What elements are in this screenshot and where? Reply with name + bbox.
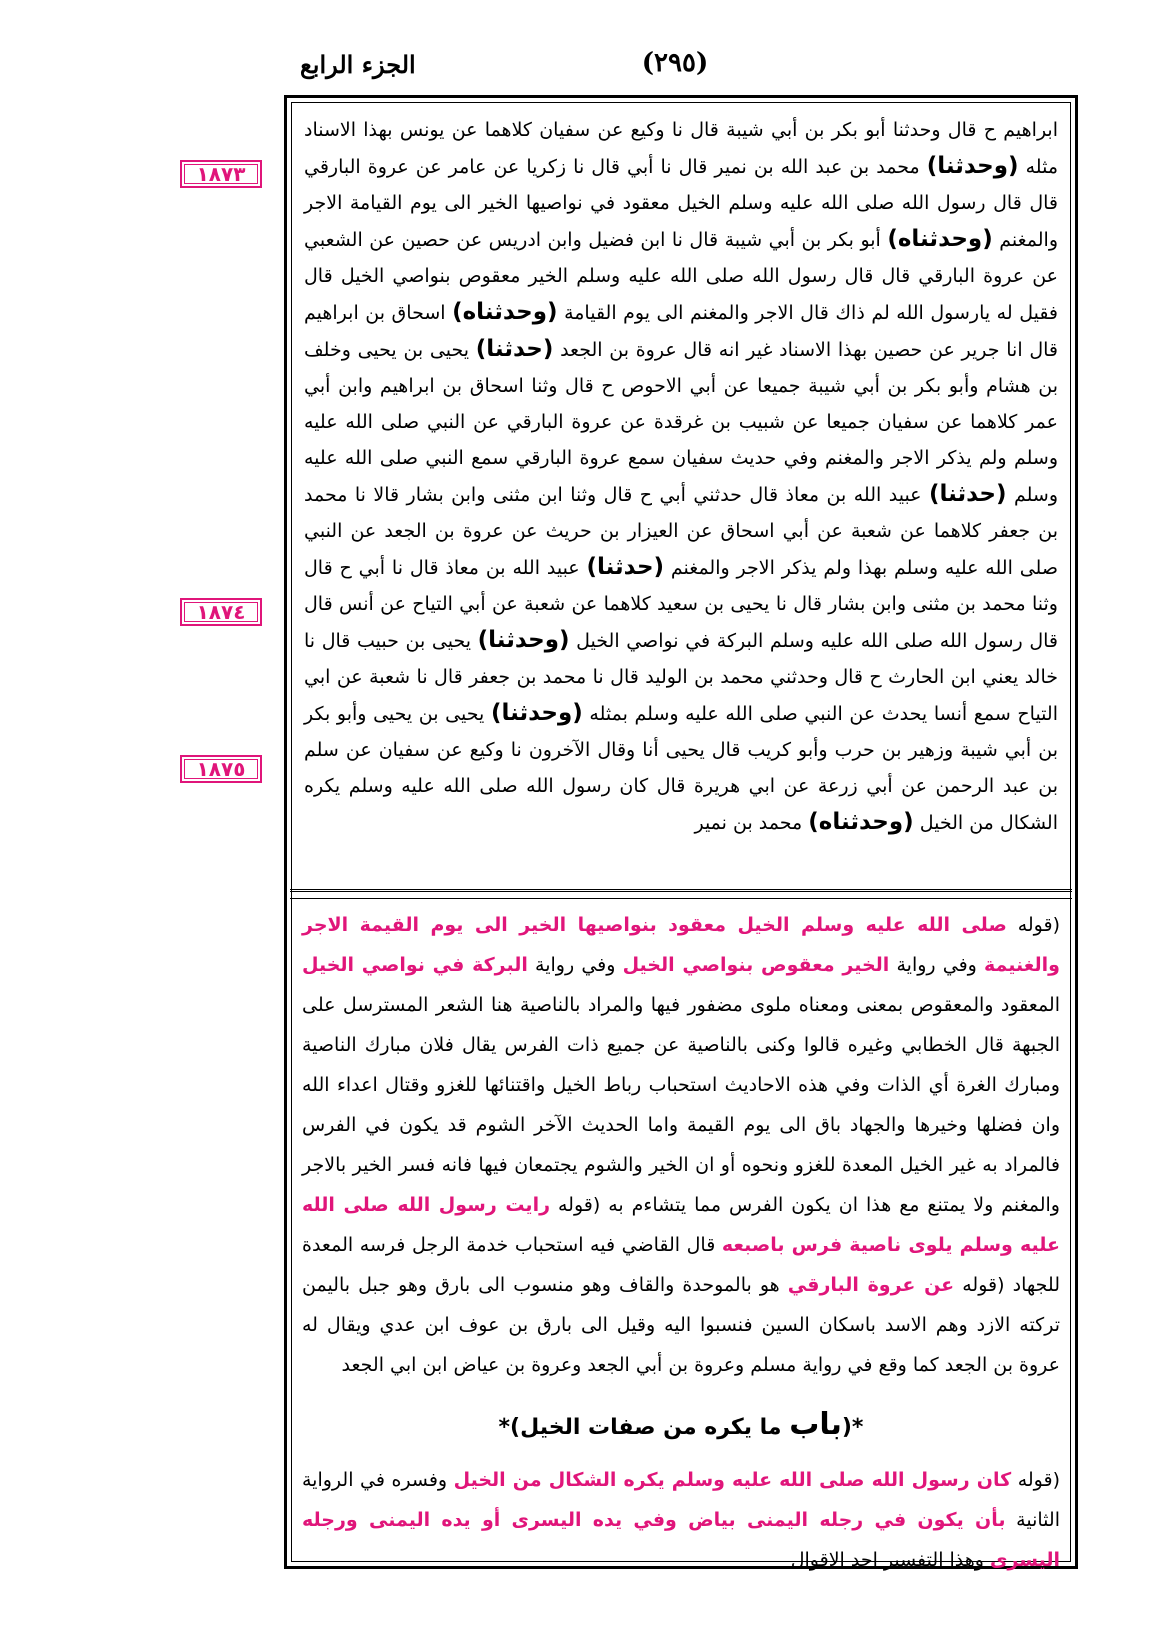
narration-marker: (وحدثنا): [926, 153, 1019, 179]
narration-marker: (وحدثنا): [477, 627, 570, 653]
hadith-number-badge: ١٨٧٥: [180, 755, 262, 783]
text-segment: (قوله: [962, 1274, 1005, 1296]
text-segment: اسحاق بن ابراهيم قال انا جرير عن حصين بهذا الاسناد غير انه قال عروة بن الجعد: [304, 302, 1059, 361]
quoted-phrase: صلى الله عليه وسلم الخيل معقود بنواصيها الخير الى يوم القيمة الاجر والغنيمة: [302, 914, 1060, 976]
text-segment: يحيى بن يحيى وخلف بن هشام وأبو بكر بن أبي شيبة جميعا عن أبي الاحوص ح قال وثنا اسحاق بن ابراهيم وابن أبي عمر كلاهما عن سفيان جميعا عن شبيب بن غرقدة عن عروة البارقي عن النبي صلى الله عليه وسلم ولم يذكر الاجر والمغنم وفي حديث سفيان سمع عروة البارقي سمع النبي صلى الله عليه وسلم: [304, 339, 1058, 506]
chapter-heading-word: باب: [789, 1407, 842, 1442]
quoted-phrase: البركة في نواصي الخيل: [302, 954, 528, 976]
hadith-text-panel: [290, 102, 1072, 892]
hadith-text: [304, 112, 1058, 841]
text-segment: وفي رواية: [535, 954, 616, 976]
narration-marker: (وحدثناه): [452, 299, 558, 325]
quoted-phrase: الخير معقوص بنواصي الخيل: [622, 954, 890, 976]
text-segment: ابراهيم ح قال وحدثنا أبو بكر بن أبي شيبة قال نا وكيع عن سفيان كلاهما عن يونس بهذا الاسناد مثله: [304, 119, 1058, 178]
hadith-number-badge: ١٨٧٣: [180, 160, 262, 188]
text-segment: وفسره في الرواية الثانية: [302, 1469, 1060, 1531]
text-segment: وفي رواية: [896, 954, 977, 976]
text-segment: (قوله: [557, 1194, 601, 1216]
hadith-number-badge: ١٨٧٤: [180, 598, 262, 626]
narration-marker: (وحدثنا): [490, 700, 583, 726]
text-segment: المعقود والمعقوص بمعنى ومعناه ملوى مضفور فيها والمراد بالناصية هنا الشعر المسترسل على الجبهة قال الخطابي وغيره قالوا وكنى بالناصية عن جميع ذات الفرس يقال فلان مبارك الناصية ومبارك الغرة أي الذات وفي هذه الاحاديث استحباب رباط الخيل واقتنائها للغزو وقتال اعداء الله وان فضلها وخيرها والجهاد باق الى يوم القيمة واما الحديث الآخر الشوم قد يكون في الفرس فالمراد به غير الخيل المعدة للغزو ونحوه أو ان الخير والشوم يجتمعان فيها فانه فسر الخير بالاجر والمغنم ولا يمتنع مع هذا ان يكون الفرس مما يتشاءم به: [302, 994, 1060, 1216]
text-segment: أبو بكر بن أبي شيبة قال نا ابن فضيل وابن ادريس عن حصين عن الشعبي عن عروة البارقي قال قال رسول الله صلى الله عليه وسلم الخير معقوص بنواصي الخيل قال فقيل له يارسول الله لم ذاك قال الاجر والمغنم الى يوم القيامة: [304, 229, 1059, 324]
commentary-text: [302, 905, 1060, 1385]
text-segment: هو بالموحدة والقاف وهو منسوب الى بارق وهو جبل باليمن تركته الازد وهم الاسد باسكان السين فنسبوا اليه وقيل الى بارق بن عوف ابن عدي ويقال له عروة بن الجعد كما وقع في رواية مسلم وعروة بن أبي الجعد وعروة بن عياض ابن ابي الجعد: [302, 1274, 1060, 1376]
text-segment: وهذا التفسير احد الاقوال: [790, 1549, 984, 1571]
text-segment: يحيى بن حبيب قال نا خالد يعني ابن الحارث ح قال وحدثني محمد بن الوليد قال نا محمد بن جعفر قال نا شعبة عن ابي التياح سمع أنسا يحدث عن النبي صلى الله عليه وسلم بمثله: [304, 630, 1058, 725]
commentary-text: [302, 1460, 1060, 1580]
text-segment: قال القاضي فيه استحباب خدمة الرجل فرسه المعدة للجهاد: [302, 1234, 1060, 1296]
chapter-heading: [302, 1407, 1060, 1442]
narration-marker: (حدثنا): [586, 554, 665, 580]
narration-marker: (حدثنا): [475, 336, 554, 362]
quoted-phrase: كان رسول الله صلى الله عليه وسلم يكره الشكال من الخيل: [453, 1469, 1012, 1491]
volume-label: الجزء الرابع: [300, 50, 416, 79]
text-segment: محمد بن نمير: [694, 812, 803, 834]
narration-marker: (وحدثناه): [887, 226, 993, 252]
quoted-phrase: عن عروة البارقي: [787, 1274, 955, 1296]
quoted-phrase: رايت رسول الله صلى الله عليه وسلم يلوى ناصية فرس باصبعه: [302, 1194, 1060, 1256]
chapter-heading-title: ما يكره من صفات الخيل)*: [498, 1415, 782, 1440]
narration-marker: (وحدثناه): [808, 809, 914, 835]
text-segment: محمد بن عبد الله بن نمير قال نا أبي قال نا زكريا عن عامر عن عروة البارقي قال قال رسول الله صلى الله عليه وسلم الخيل معقود في نواصيها الخير الى يوم القيامة الاجر والمغنم: [304, 156, 1058, 251]
chapter-heading-prefix: *(: [841, 1415, 864, 1440]
text-segment: (قوله: [1017, 1469, 1060, 1491]
page-number: (٢٩٥): [641, 48, 709, 78]
commentary-panel: [290, 898, 1072, 1571]
text-segment: (قوله: [1017, 914, 1060, 936]
quoted-phrase: بأن يكون في رجله اليمنى بياض وفي يده اليسرى أو يده اليمنى ورجله اليسرى: [302, 1509, 1060, 1571]
text-segment: يحيى بن يحيى وأبو بكر بن أبي شيبة وزهير بن حرب وأبو كريب قال يحيى أنا وقال الآخرون نا وكيع عن سفيان عن سلم بن عبد الرحمن عن أبي زرعة عن ابي هريرة قال كان رسول الله صلى الله عليه وسلم يكره الشكال من الخيل: [304, 703, 1058, 834]
text-segment: عبيد الله بن معاذ قال نا أبي ح قال وثنا محمد بن مثنى وابن بشار قال نا يحيى بن سعيد كلاهما عن شعبة عن أبي التياح عن أنس قال قال رسول الله صلى الله عليه وسلم البركة في نواصي الخيل: [304, 557, 1058, 652]
narration-marker: (حدثنا): [928, 481, 1007, 507]
text-segment: عبيد الله بن معاذ قال حدثني أبي ح قال وثنا ابن مثنى وابن بشار قالا نا محمد بن جعفر كلاهما عن شعبة عن أبي اسحاق عن العيزار بن حريث عن عروة بن الجعد عن النبي صلى الله عليه وسلم بهذا ولم يذكر الاجر والمغنم: [304, 484, 1058, 579]
